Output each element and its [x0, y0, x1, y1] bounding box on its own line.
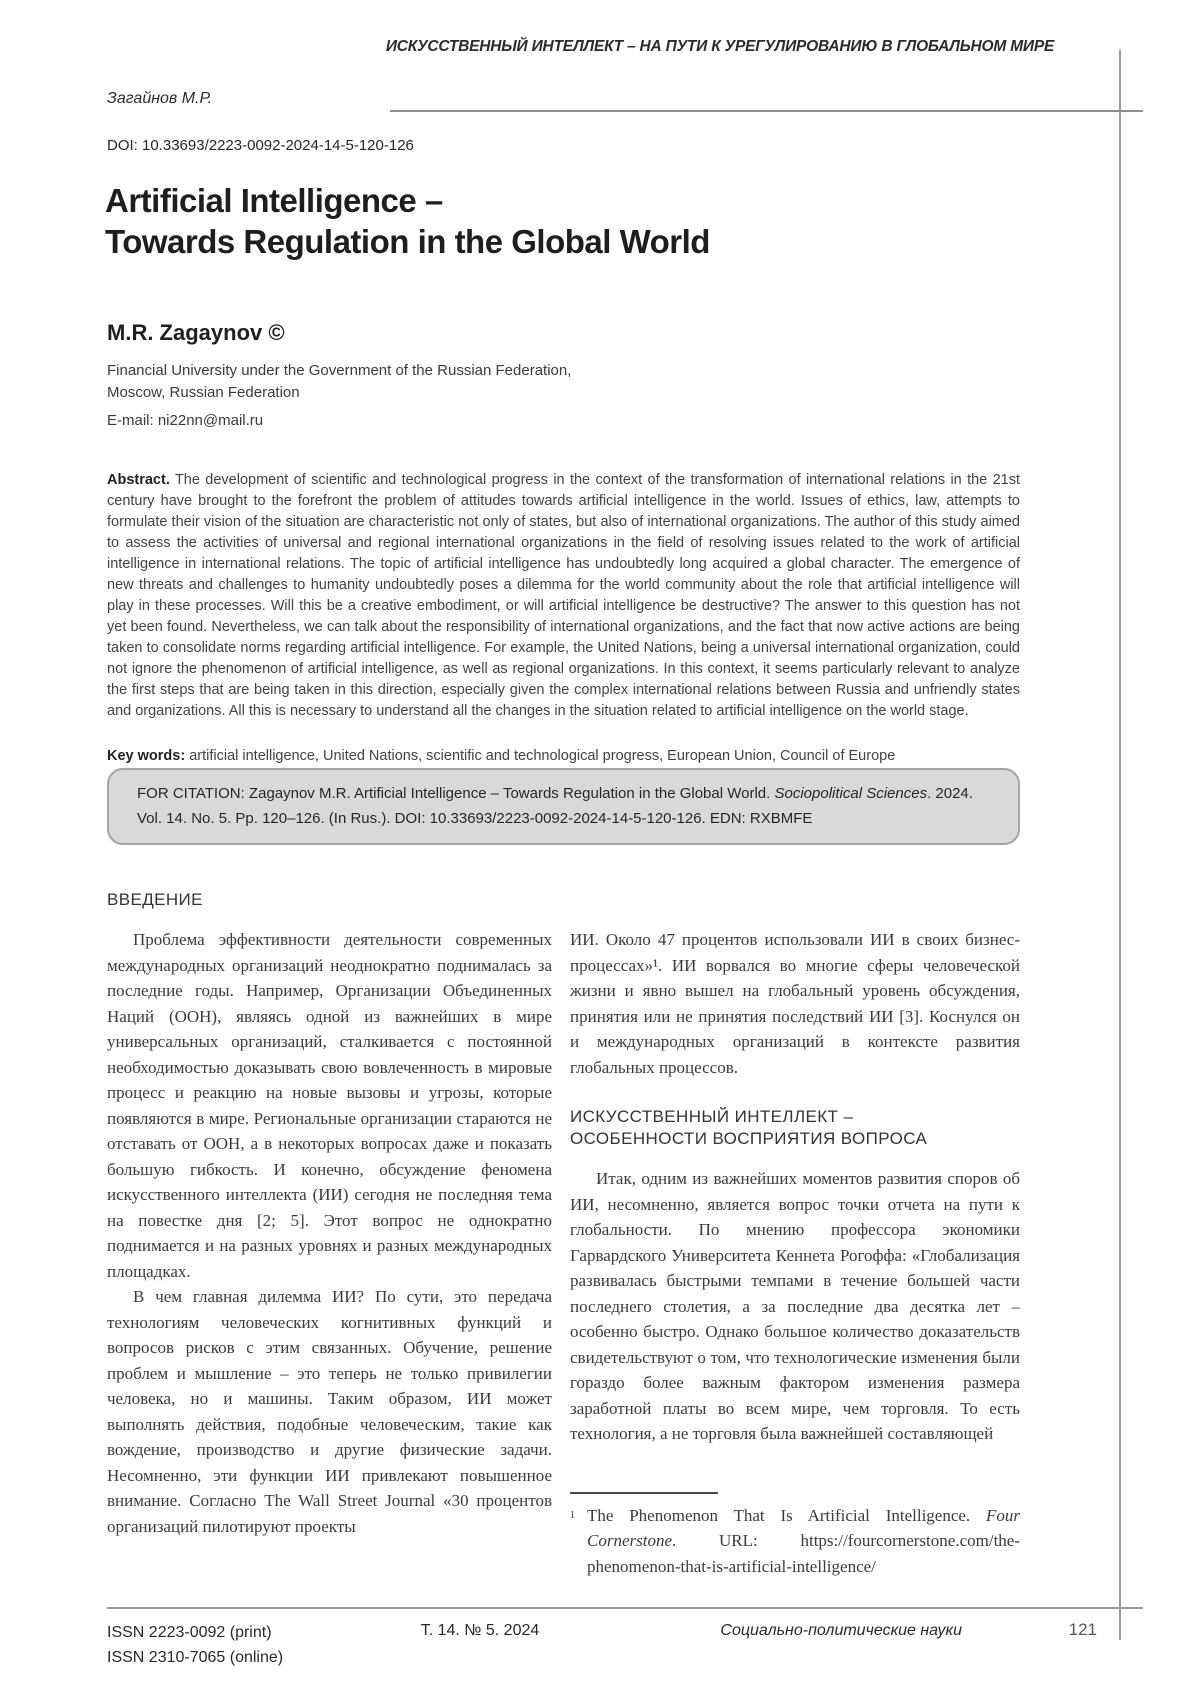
footnote — [570, 1492, 1020, 1580]
affiliation — [107, 360, 571, 404]
keywords-text: artificial intelligence, United Nations, scientific and technological progress, European Union, Council of Europe — [189, 747, 896, 764]
footnote-marker: 1 — [570, 1509, 575, 1521]
column-left — [107, 885, 552, 1579]
section-heading-introduction: ВВЕДЕНИЕ — [107, 890, 203, 909]
citation-text-post: . 2024. Vol. 14. No. 5. Pp. 120–126. (In Rus.). DOI: 10.33693/2223-0092-2024-14-5-120-126. EDN: RXBMFE — [137, 785, 973, 827]
issn-print: ISSN 2223-0092 (print) — [107, 1624, 272, 1641]
running-head: ИСКУССТВЕННЫЙ ИНТЕЛЛЕКТ – НА ПУТИ К УРЕГУЛИРОВАНИЮ В ГЛОБАЛЬНОМ МИРЕ — [385, 38, 1055, 55]
affiliation-line1: Financial University under the Government of the Russian Federation, — [107, 362, 572, 379]
header-rule — [390, 110, 1143, 112]
footer-rule — [107, 1607, 1143, 1609]
email-line: E-mail: ni22nn@mail.ru — [107, 412, 264, 429]
author-name-english: M.R. Zagaynov © — [107, 320, 285, 345]
keywords-label: Key words: — [107, 747, 186, 764]
citation-box — [107, 768, 1020, 845]
article-body — [107, 885, 1020, 1579]
intro-paragraph-2: В чем главная дилемма ИИ? По сути, это передача технологиям человеческих когнитивных функций и вопросов рисков с этим связанных. Обучение, решение проблем и мышление – это теперь не только привилегии человека, но и машины. Таким образом, ИИ может выполнять действия, подобные человеческим, такие как вождение, производство и другие физические задачи. Несомненно, эти функции ИИ привлекают повышенное внимание. Согласно The Wall Street Journal «30 процентов организаций пилотируют проекты — [107, 1287, 552, 1536]
author-name-russian: Загайнов М.Р. — [107, 90, 213, 107]
article-title-line2: Towards Regulation in the Global World — [105, 223, 710, 260]
keywords — [107, 748, 1020, 764]
footnote-text-pre: The Phenomenon That Is Artificial Intelligence. — [587, 1505, 986, 1525]
citation-journal-italic: Sociopolitical Sciences — [774, 785, 928, 802]
section-heading-perception — [570, 1106, 1020, 1150]
intro-paragraph-1: Проблема эффективности деятельности современных международных организаций неоднократно поднималась за последние годы. Например, Организации Объединенных Наций (ООН), являясь одной из важнейших в мире универсальных организаций, сталкивается с постоянной необходимостью доказывать свою вовлеченность в мировые процесс и реакцию на новые вызовы и угрозы, которые появляются в мире. Региональные организации стараются не отставать от ООН, а в некоторых вопросах даже и показать большую гибкость. И конечно, обсуждение феномена искусственного интеллекта (ИИ) сегодня не последняя тема на повестке дня [2; 5]. Этот вопрос не однократно поднимается и на разных уровнях и разных международных площадках. — [107, 930, 552, 1281]
article-title — [105, 180, 1005, 262]
citation-text-pre: FOR CITATION: Zagaynov M.R. Artificial Intelligence – Towards Regulation in the Global World. — [137, 785, 775, 802]
continuation-paragraph: ИИ. Около 47 процентов использовали ИИ в своих бизнес-процессах»¹. ИИ ворвался во многие сферы человеческой жизни и явно вышел на глобальный уровень обсуждения, принятия или не принятия последствий ИИ [3]. Коснулся он и международных организаций в контексте развития глобальных процессов. — [570, 930, 1020, 1077]
abstract-label: Abstract. — [107, 471, 170, 488]
footer-journal-title: Социально-политические науки — [720, 1622, 962, 1639]
section-heading-perception-line2: ОСОБЕННОСТИ ВОСПРИЯТИЯ ВОПРОСА — [570, 1129, 928, 1148]
issn-online: ISSN 2310-7065 (online) — [107, 1649, 284, 1666]
column-right — [570, 885, 1020, 1579]
footnote-url: . URL: https://fourcornerstone.com/the-phenomenon-that-is-artificial-intelligence/ — [587, 1531, 1020, 1576]
section2-paragraph-1: Итак, одним из важнейших моментов развития споров об ИИ, несомненно, является вопрос точки отчета на пути к глобальности. По мнению профессора экономики Гарвардского Университета Кеннета Рогоффа: «Глобализация развивалась быстрыми темпами в течение большей части последнего столетия, а за последние два десятка лет – особенно быстро. Однако большое количество доказательств свидетельствуют о том, что технологические изменения были гораздо более важным фактором изменения размера заработной платы во всем мире, чем торговля. То есть технология, а не торговля была важнейшей составляющей — [570, 1169, 1020, 1443]
abstract — [107, 470, 1020, 722]
footnote-source-italic: Four Cornerstone — [587, 1505, 1020, 1550]
page-number: 121 — [1068, 1620, 1097, 1639]
footnote-text — [570, 1503, 1020, 1580]
affiliation-line2: Moscow, Russian Federation — [107, 384, 300, 401]
footnote-rule — [570, 1492, 718, 1494]
vertical-margin-rule — [1119, 50, 1121, 1640]
section-heading-perception-line1: ИСКУССТВЕННЫЙ ИНТЕЛЛЕКТ – — [570, 1107, 854, 1126]
doi-line: DOI: 10.33693/2223-0092-2024-14-5-120-126 — [107, 137, 414, 154]
footer-issn — [107, 1620, 283, 1670]
article-title-line1: Artificial Intelligence – — [105, 182, 443, 219]
footer-volume: Т. 14. № 5. 2024 — [420, 1622, 540, 1639]
abstract-text: The development of scientific and technological progress in the context of the transformation of international relations in the 21st century have brought to the forefront the problem of attitudes towards artificial intelligence in the world. Issues of ethics, law, attempts to formulate their vision of the situation are characteristic not only of states, but also of international organizations. The author of this study aimed to assess the activities of universal and regional international organizations in the field of resolving issues related to the work of artificial intelligence in international relations. The topic of artificial intelligence has undoubtedly long acquired a global character. The emergence of new threats and challenges to humanity undoubtedly poses a dilemma for the world community about the role that artificial intelligence will play in these processes. Will this be a creative embodiment, or will artificial intelligence be destructive? The answer to this question has not yet been found. Nevertheless, we can talk about the responsibility of international organizations, and the fact that now active actions are being taken to consolidate norms regarding artificial intelligence. For example, the United Nations, being a universal international organization, could not ignore the phenomenon of artificial intelligence, as well as regional organizations. In this context, it seems particularly relevant to analyze the first steps that are being taken in this direction, especially given the complex international relations between Russia and unfriendly states and organizations. All this is necessary to understand all the changes in the situation related to artificial intelligence on the world stage. — [107, 471, 1020, 719]
